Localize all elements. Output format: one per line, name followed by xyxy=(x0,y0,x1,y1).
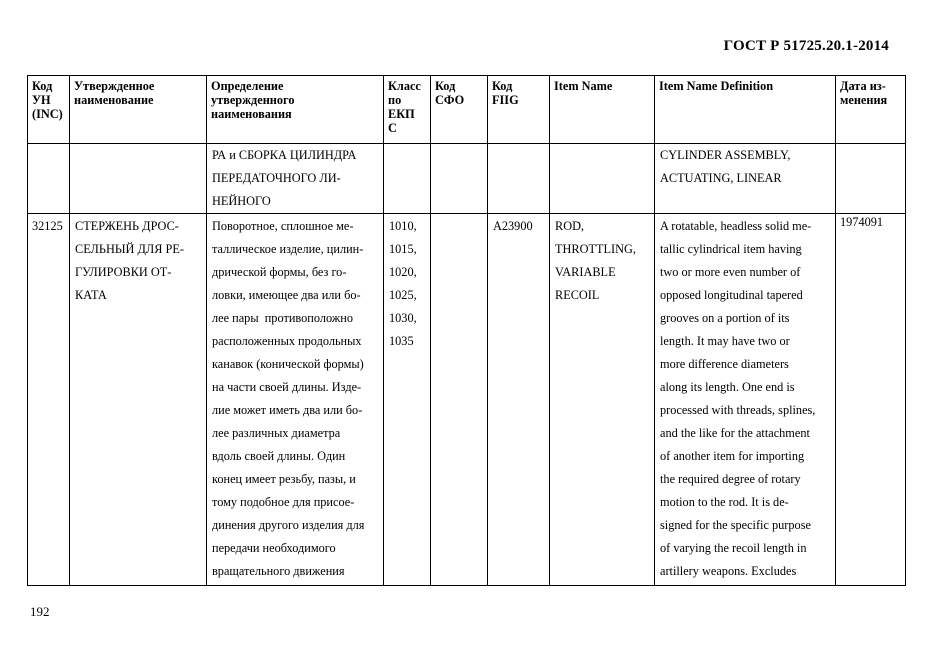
text-line: передачи необходимого xyxy=(212,541,336,555)
text-line: tallic cylindrical item having xyxy=(660,242,802,256)
cell-class xyxy=(384,144,431,214)
class-code: 1035 xyxy=(389,334,414,348)
cell-change-date xyxy=(836,144,906,214)
text-line: and the like for the attachment xyxy=(660,426,810,440)
text-line: along its length. One end is xyxy=(660,380,795,394)
text-line: ПЕРЕДАТОЧНОГО ЛИ- xyxy=(212,171,341,185)
column-header-change-date: Дата из- менения xyxy=(836,76,906,144)
text-line: СТЕРЖЕНЬ ДРОС- xyxy=(75,219,179,233)
table-row xyxy=(28,214,906,586)
class-code: 1010, xyxy=(389,219,417,233)
cell-fiig xyxy=(488,214,550,586)
text-line: тому подобное для присое- xyxy=(212,495,355,509)
cell-class xyxy=(384,214,431,586)
page-number: 192 xyxy=(30,604,50,619)
cell-item-name-definition xyxy=(655,214,836,586)
column-header-sfo: Код СФО xyxy=(431,76,488,144)
text-line: of another item for importing xyxy=(660,449,805,463)
column-header-approved-name: Утвержденное наименование xyxy=(70,76,207,144)
text-line: VARIABLE xyxy=(555,265,616,279)
text-line: signed for the specific purpose xyxy=(660,518,811,532)
text-line: two or more even number of xyxy=(660,265,801,279)
text-line: на части своей длины. Изде- xyxy=(212,380,362,394)
text-line: канавок (конической формы) xyxy=(212,357,364,371)
cell-sfo xyxy=(431,214,488,586)
cell-fiig xyxy=(488,144,550,214)
text-line: СЕЛЬНЫЙ ДЛЯ РЕ- xyxy=(75,242,184,256)
text-line: КАТА xyxy=(75,288,107,302)
fiig-value: A23900 xyxy=(493,219,533,233)
classification-table xyxy=(27,75,906,586)
text-line: РА и СБОРКА ЦИЛИНДРА xyxy=(212,148,357,162)
text-line: ACTUATING, LINEAR xyxy=(660,171,782,185)
text-line: artillery weapons. Excludes xyxy=(660,564,797,578)
cell-definition xyxy=(207,214,384,586)
document-code: ГОСТ Р 51725.20.1-2014 xyxy=(723,38,889,54)
column-header-item-name-definition: Item Name Definition xyxy=(655,76,836,144)
cell-sfo xyxy=(431,144,488,214)
text-line: вдоль своей длины. Один xyxy=(212,449,346,463)
column-header-definition: Определение утвержденного наименования xyxy=(207,76,384,144)
text-line: ловки, имеющее два или бо- xyxy=(212,288,361,302)
text-line: more difference diameters xyxy=(660,357,789,371)
text-line: ROD, xyxy=(555,219,585,233)
text-line: motion to the rod. It is de- xyxy=(660,495,789,509)
column-header-item-name: Item Name xyxy=(550,76,655,144)
text-line: НЕЙНОГО xyxy=(212,194,271,208)
cell-item-name-definition xyxy=(655,144,836,214)
class-code: 1020, xyxy=(389,265,417,279)
column-header-fiig: Код FIIG xyxy=(488,76,550,144)
class-code: 1015, xyxy=(389,242,417,256)
text-line: лее различных диаметра xyxy=(212,426,341,440)
table-header-row xyxy=(28,76,906,144)
text-line: динения другого изделия для xyxy=(212,518,365,532)
text-line: length. It may have two or xyxy=(660,334,790,348)
text-line: opposed longitudinal tapered xyxy=(660,288,803,302)
cell-item-name xyxy=(550,214,655,586)
cell-item-name xyxy=(550,144,655,214)
cell-inc xyxy=(28,214,70,586)
text-line: of varying the recoil length in xyxy=(660,541,807,555)
change-date-value: 1974091 xyxy=(840,215,884,229)
inc-value: 32125 xyxy=(32,219,63,233)
text-line: лее пары противоположно xyxy=(212,311,354,325)
class-code: 1030, xyxy=(389,311,417,325)
text-line: CYLINDER ASSEMBLY, xyxy=(660,148,791,162)
text-line: расположенных продольных xyxy=(212,334,362,348)
cell-definition xyxy=(207,144,384,214)
text-line: вращательного движения xyxy=(212,564,345,578)
sfo-value xyxy=(436,215,482,238)
text-line: processed with threads, splines, xyxy=(660,403,816,417)
text-line: ГУЛИРОВКИ ОТ- xyxy=(75,265,172,279)
text-line: RECOIL xyxy=(555,288,600,302)
class-code: 1025, xyxy=(389,288,417,302)
text-line: THROTTLING, xyxy=(555,242,636,256)
text-line: таллическое изделие, цилин- xyxy=(212,242,364,256)
text-line: A rotatable, headless solid me- xyxy=(660,219,812,233)
text-line: дрической формы, без го- xyxy=(212,265,347,279)
text-line: grooves on a portion of its xyxy=(660,311,790,325)
text-line: Поворотное, сплошное ме- xyxy=(212,219,354,233)
text-line: the required degree of rotary xyxy=(660,472,801,486)
text-line: лие может иметь два или бо- xyxy=(212,403,363,417)
cell-approved-name xyxy=(70,144,207,214)
cell-change-date xyxy=(836,214,906,586)
column-header-inc: Код УН (INC) xyxy=(28,76,70,144)
column-header-class: Класс по ЕКП С xyxy=(384,76,431,144)
cell-inc xyxy=(28,144,70,214)
text-line: конец имеет резьбу, пазы, и xyxy=(212,472,356,486)
cell-approved-name xyxy=(70,214,207,586)
table-row-continuation xyxy=(28,144,906,214)
